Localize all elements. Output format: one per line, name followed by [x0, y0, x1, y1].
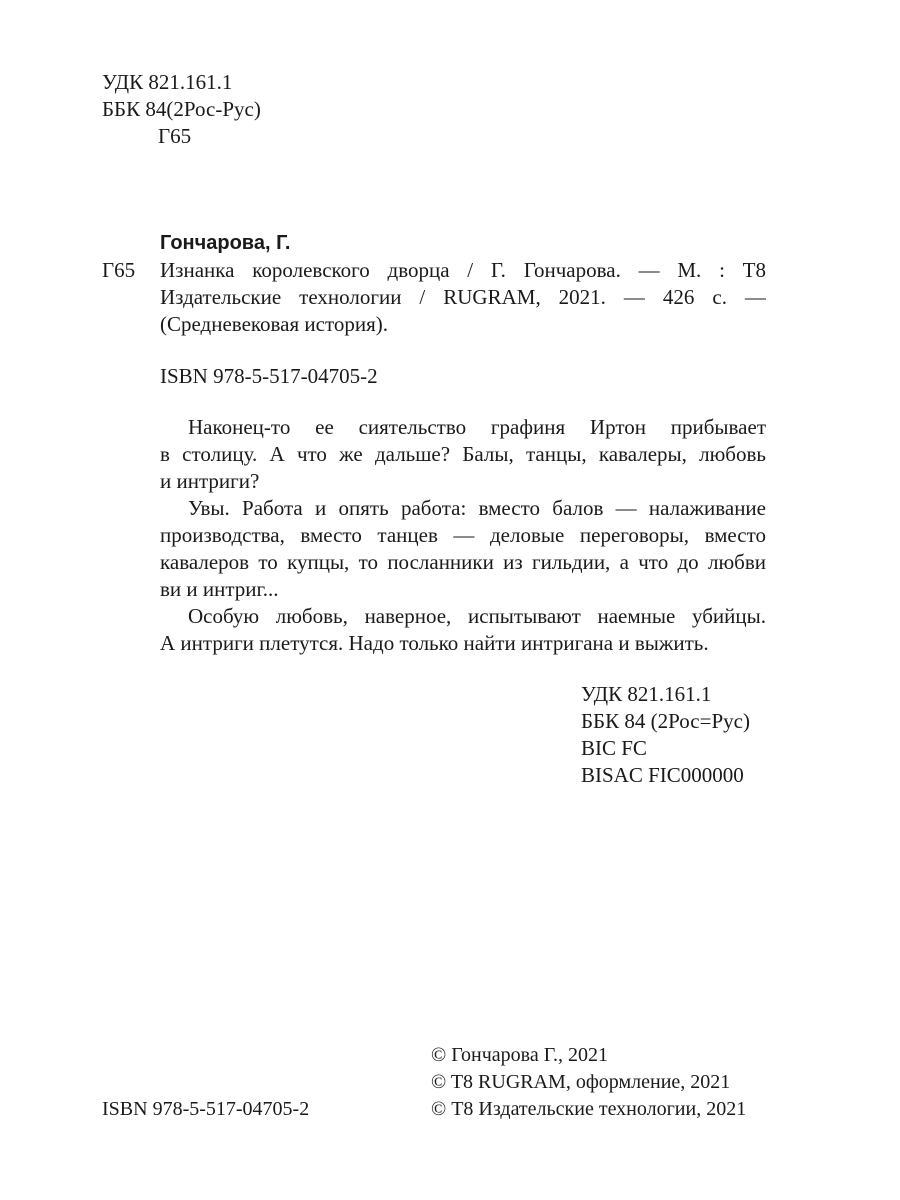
- annotation-line: ви и интриг...: [160, 577, 279, 601]
- annotation-line: в столицу. А что же дальше? Балы, танцы, кавалеры, любовь: [160, 442, 766, 466]
- biblio-line: Изнанка королевского дворца / Г. Гончарова. — М. : Т8: [160, 258, 766, 282]
- author-mark: Г65: [158, 124, 192, 148]
- annotation-line: А интриги плетутся. Надо только найти интригана и выжить.: [160, 631, 709, 655]
- copyright-line: © Гончарова Г., 2021: [431, 1044, 609, 1066]
- codes-block: [581, 681, 750, 789]
- record-author-mark: Г65: [102, 258, 136, 282]
- bbk-code: ББК 84(2Рос-Рус): [102, 97, 261, 121]
- record-isbn: ISBN 978-5-517-04705-2: [160, 364, 378, 388]
- copyright-line: © Т8 Издательские технологии, 2021: [431, 1098, 747, 1120]
- biblio-line: Издательские технологии / RUGRAM, 2021. — 426 с. —: [160, 285, 766, 309]
- annotation: [160, 414, 766, 657]
- biblio-line: (Средневековая история).: [160, 312, 389, 336]
- annotation-line: Увы. Работа и опять работа: вместо балов — налаживание: [188, 496, 766, 520]
- udk-code: УДК 821.161.1: [102, 70, 233, 94]
- codes-bisac: BISAC FIC000000: [581, 763, 744, 787]
- annotation-line: Особую любовь, наверное, испытывают наемные убийцы.: [188, 604, 766, 628]
- annotation-line: кавалеров то купцы, то посланники из гильдии, а что до любви: [160, 550, 766, 574]
- record-author: Гончарова, Г.: [160, 232, 291, 254]
- annotation-line: Наконец-то ее сиятельство графиня Иртон прибывает: [188, 415, 766, 439]
- copyright-line: © T8 RUGRAM, оформление, 2021: [431, 1071, 731, 1093]
- annotation-line: производства, вместо танцев — деловые переговоры, вместо: [160, 523, 766, 547]
- bibliographic-description: [160, 257, 766, 338]
- classification-block: [102, 69, 261, 150]
- copyright-block: [431, 1042, 746, 1123]
- codes-udk: УДК 821.161.1: [581, 682, 712, 706]
- annotation-line: и интриги?: [160, 469, 260, 493]
- footer-isbn: ISBN 978-5-517-04705-2: [102, 1098, 310, 1120]
- codes-bic: BIC FC: [581, 736, 647, 760]
- codes-bbk: ББК 84 (2Рос=Рус): [581, 709, 750, 733]
